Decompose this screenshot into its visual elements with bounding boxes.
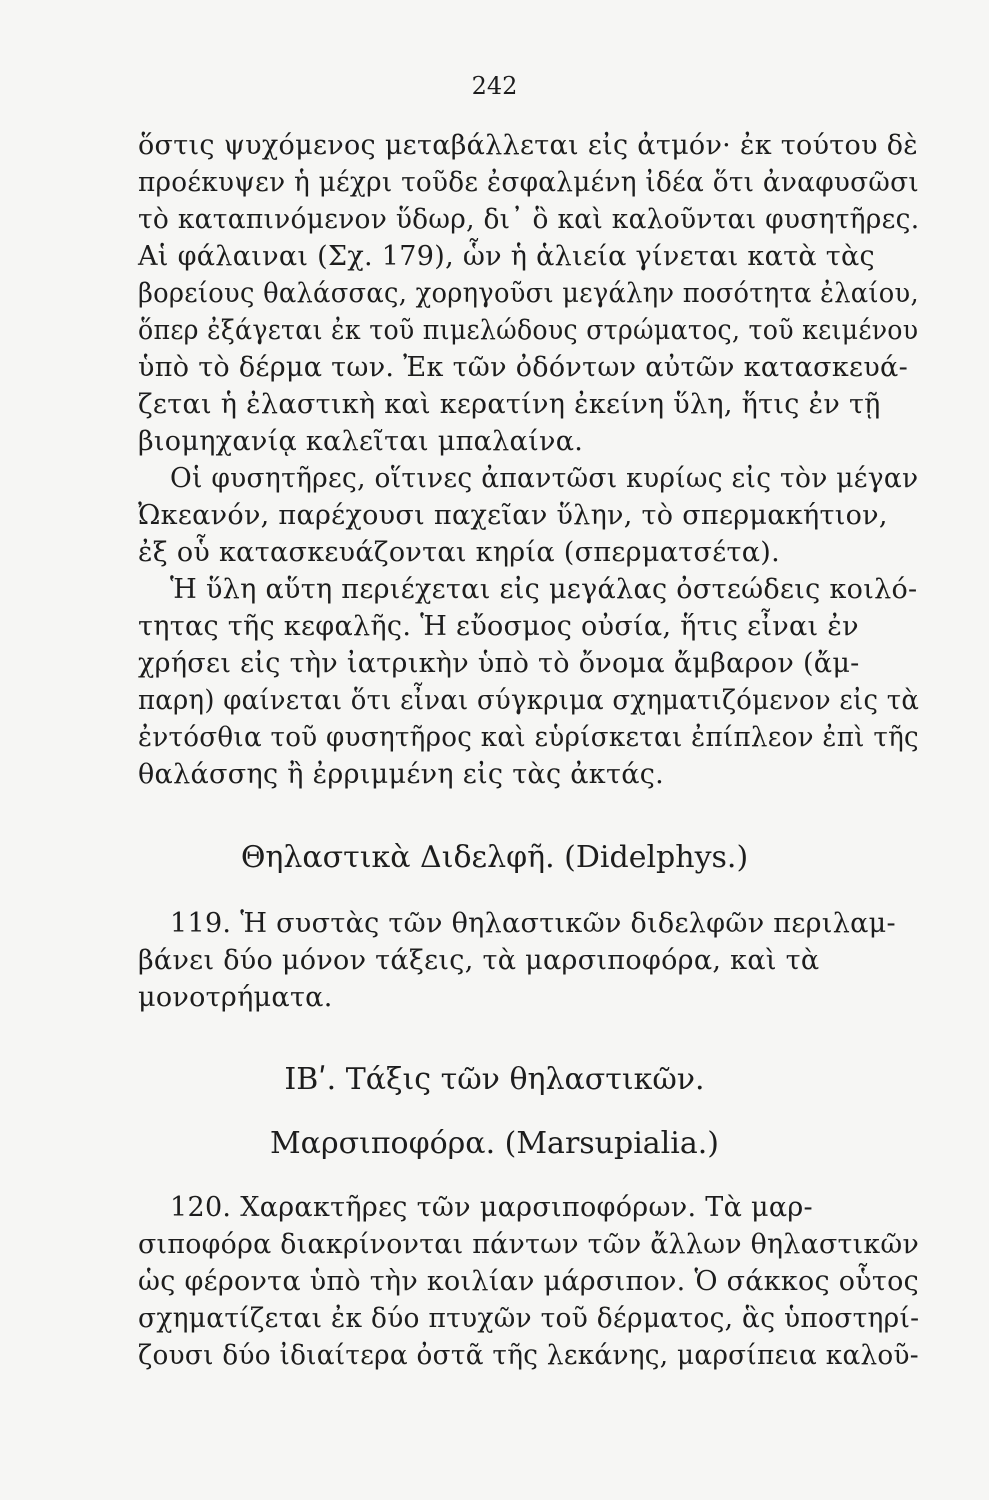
- text-line: 120. Χαρακτῆρες τῶν μαρσιποφόρων. Τὰ μαρ-: [170, 1192, 813, 1223]
- section-heading-marsupialia: Μαρσιποφόρα. (Marsupialia.): [269, 1126, 720, 1161]
- text-line: σχηματίζεται ἐκ δύο πτυχῶν τοῦ δέρματος, ἃς ὑποστηρί-: [138, 1303, 920, 1334]
- text-line: ὅστις ψυχόμενος μεταβάλλεται εἰς ἀτμόν· ἐκ τούτου δὲ: [138, 130, 919, 161]
- text-line: Ἡ ὕλη αὕτη περιέχεται εἰς μεγάλας ὀστεώδεις κοιλό-: [170, 574, 918, 605]
- text-line: ζεται ἡ ἐλαστικὴ καὶ κερατίνη ἐκείνη ὕλη, ἥτις ἐν τῇ: [138, 389, 881, 420]
- text-line: χρήσει εἰς τὴν ἰατρικὴν ὑπὸ τὸ ὄνομα ἄμβαρον (ἄμ-: [138, 648, 860, 679]
- section-heading-didelphys: Θηλαστικὰ Διδελφῆ. (Didelphys.): [240, 840, 749, 875]
- text-line: 119. Ἡ συστὰς τῶν θηλαστικῶν διδελφῶν περιλαμ-: [170, 908, 896, 939]
- page-number: 242: [471, 72, 518, 100]
- text-line: τητας τῆς κεφαλῆς. Ἡ εὔοσμος οὐσία, ἥτις εἶναι ἐν: [138, 611, 859, 642]
- text-line: παρη) φαίνεται ὅτι εἶναι σύγκριμα σχηματιζόμενον εἰς τὰ: [138, 685, 920, 716]
- text-line: ὡς φέροντα ὑπὸ τὴν κοιλίαν μάρσιπον. Ὁ σάκκος οὗτος: [138, 1266, 920, 1297]
- text-line: βορείους θαλάσσας, χορηγοῦσι μεγάλην ποσότητα ἐλαίου,: [138, 278, 919, 309]
- text-line: ἐντόσθια τοῦ φυσητῆρος καὶ εὑρίσκεται ἐπίπλεον ἐπὶ τῆς: [138, 722, 919, 753]
- text-line: ὑπὸ τὸ δέρμα των. Ἐκ τῶν ὀδόντων αὐτῶν κατασκευά-: [138, 352, 908, 383]
- text-line: μονοτρήματα.: [138, 982, 333, 1013]
- text-line: ζουσι δύο ἰδιαίτερα ὀστᾶ τῆς λεκάνης, μαρσίπεια καλοῦ-: [138, 1340, 919, 1371]
- text-line: βάνει δύο μόνον τάξεις, τὰ μαρσιποφόρα, καὶ τὰ: [138, 945, 820, 976]
- text-line: τὸ καταπινόμενον ὕδωρ, δι᾽ ὃ καὶ καλοῦνται φυσητῆρες.: [138, 204, 920, 235]
- text-line: θαλάσσης ἢ ἐρριμμένη εἰς τὰς ἀκτάς.: [138, 759, 665, 790]
- text-line: σιποφόρα διακρίνονται πάντων τῶν ἄλλων θηλαστικῶν: [138, 1229, 920, 1260]
- text-line: προέκυψεν ἡ μέχρι τοῦδε ἐσφαλμένη ἰδέα ὅτι ἀναφυσῶσι: [138, 167, 919, 198]
- text-line: ὅπερ ἐξάγεται ἐκ τοῦ πιμελώδους στρώματος, τοῦ κειμένου: [138, 315, 919, 346]
- section-heading-order: ΙΒʹ. Τάξις τῶν θηλαστικῶν.: [284, 1062, 705, 1097]
- text-line: Ὠκεανόν, παρέχουσι παχεῖαν ὕλην, τὸ σπερμακήτιον,: [138, 500, 888, 531]
- text-line: ἐξ οὗ κατασκευάζονται κηρία (σπερματσέτα).: [138, 537, 780, 568]
- text-line: Οἱ φυσητῆρες, οἵτινες ἀπαντῶσι κυρίως εἰς τὸν μέγαν: [170, 463, 919, 494]
- text-line: βιομηχανίᾳ καλεῖται μπαλαίνα.: [138, 426, 584, 457]
- text-line: Αἱ φάλαιναι (Σχ. 179), ὧν ἡ ἁλιεία γίνεται κατὰ τὰς: [138, 241, 875, 272]
